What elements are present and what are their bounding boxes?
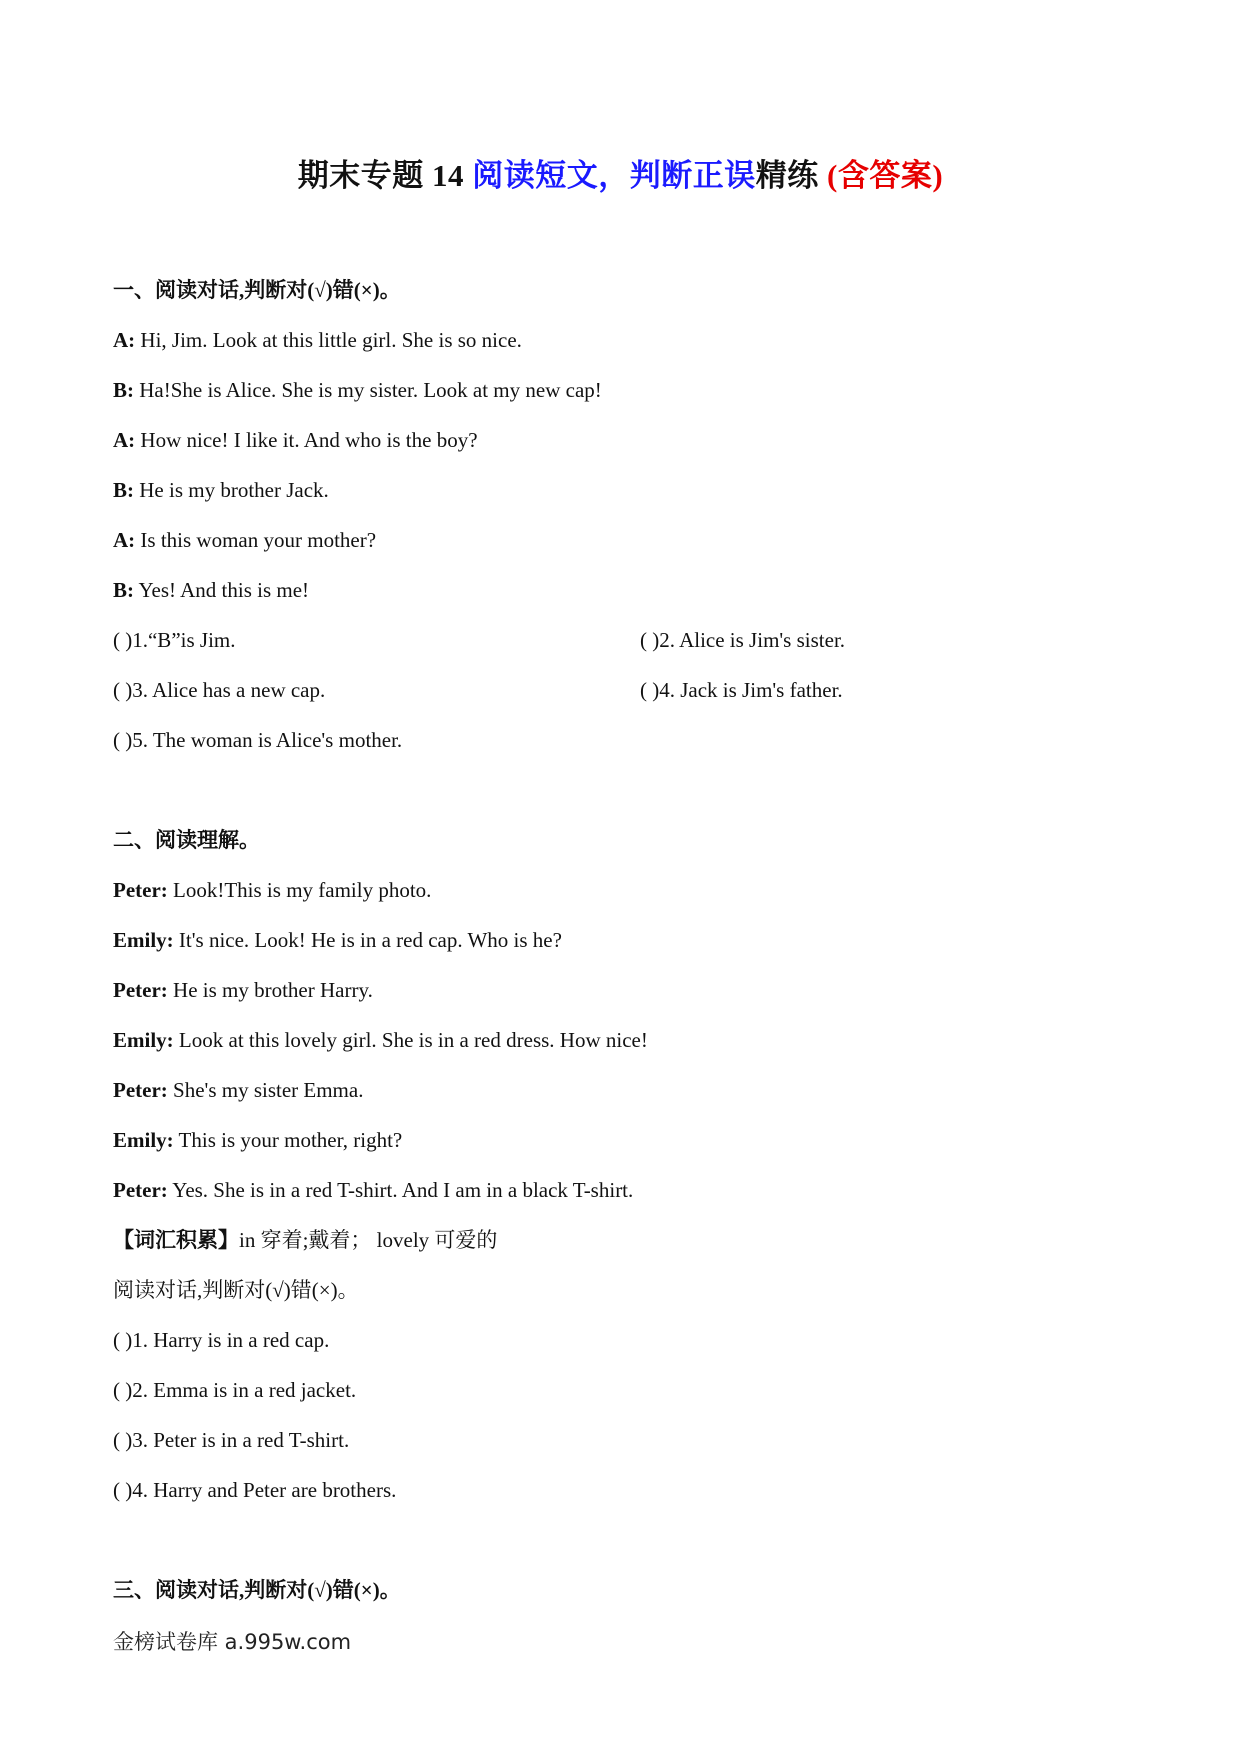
dialogue-line: A: Is this woman your mother?	[113, 528, 377, 552]
section-2-heading: 二、阅读理解。	[113, 828, 260, 852]
dialogue-line: Peter: Yes. She is in a red T-shirt. And I am in a black T-shirt.	[113, 1178, 634, 1202]
title-part-3: 精练	[755, 158, 819, 193]
title-part-4: (含答案)	[827, 158, 944, 193]
question-item: ( )2. Emma is in a red jacket.	[113, 1378, 357, 1402]
dialogue-line: A: Hi, Jim. Look at this little girl. She is so nice.	[113, 328, 522, 352]
section-1-heading: 一、阅读对话,判断对(√)错(×)。	[113, 278, 401, 302]
dialogue-line: Peter: Look!This is my family photo.	[113, 878, 432, 902]
question-item: ( )3. Peter is in a red T-shirt.	[113, 1428, 350, 1452]
question-item: ( )4. Jack is Jim's father.	[640, 678, 843, 702]
dialogue-line: B: Yes! And this is me!	[113, 578, 310, 602]
question-item: ( )2. Alice is Jim's sister.	[640, 628, 846, 652]
question-item: ( )5. The woman is Alice's mother.	[113, 728, 403, 752]
dialogue-line: B: He is my brother Jack.	[113, 478, 329, 502]
instruction-text: 阅读对话,判断对(√)错(×)。	[113, 1278, 359, 1302]
section-3-heading: 三、阅读对话,判断对(√)错(×)。	[113, 1578, 401, 1602]
question-item: ( )1.“B”is Jim.	[113, 628, 236, 652]
vocab-label: 【词汇积累】	[113, 1228, 239, 1252]
footer-source: 金榜试卷库 a.995w.com	[113, 1630, 352, 1654]
dialogue-line: A: How nice! I like it. And who is the boy?	[113, 428, 478, 452]
vocab-note	[113, 1226, 497, 1254]
question-item: ( )3. Alice has a new cap.	[113, 678, 326, 702]
dialogue-line: Emily: It's nice. Look! He is in a red cap. Who is he?	[113, 928, 562, 952]
dialogue-line: B: Ha!She is Alice. She is my sister. Look at my new cap!	[113, 378, 602, 402]
title-part-2: 阅读短文，判断正误	[472, 158, 756, 193]
dialogue-line: Emily: This is your mother, right?	[113, 1128, 403, 1152]
question-item: ( )4. Harry and Peter are brothers.	[113, 1478, 397, 1502]
question-item: ( )1. Harry is in a red cap.	[113, 1328, 330, 1352]
vocab-text: in 穿着;戴着； lovely 可爱的	[239, 1228, 498, 1252]
dialogue-line: Emily: Look at this lovely girl. She is in a red dress. How nice!	[113, 1028, 648, 1052]
title-part-1: 期末专题 14	[297, 158, 473, 193]
dialogue-line: Peter: She's my sister Emma.	[113, 1078, 364, 1102]
page-title	[0, 150, 1241, 195]
dialogue-line: Peter: He is my brother Harry.	[113, 978, 373, 1002]
